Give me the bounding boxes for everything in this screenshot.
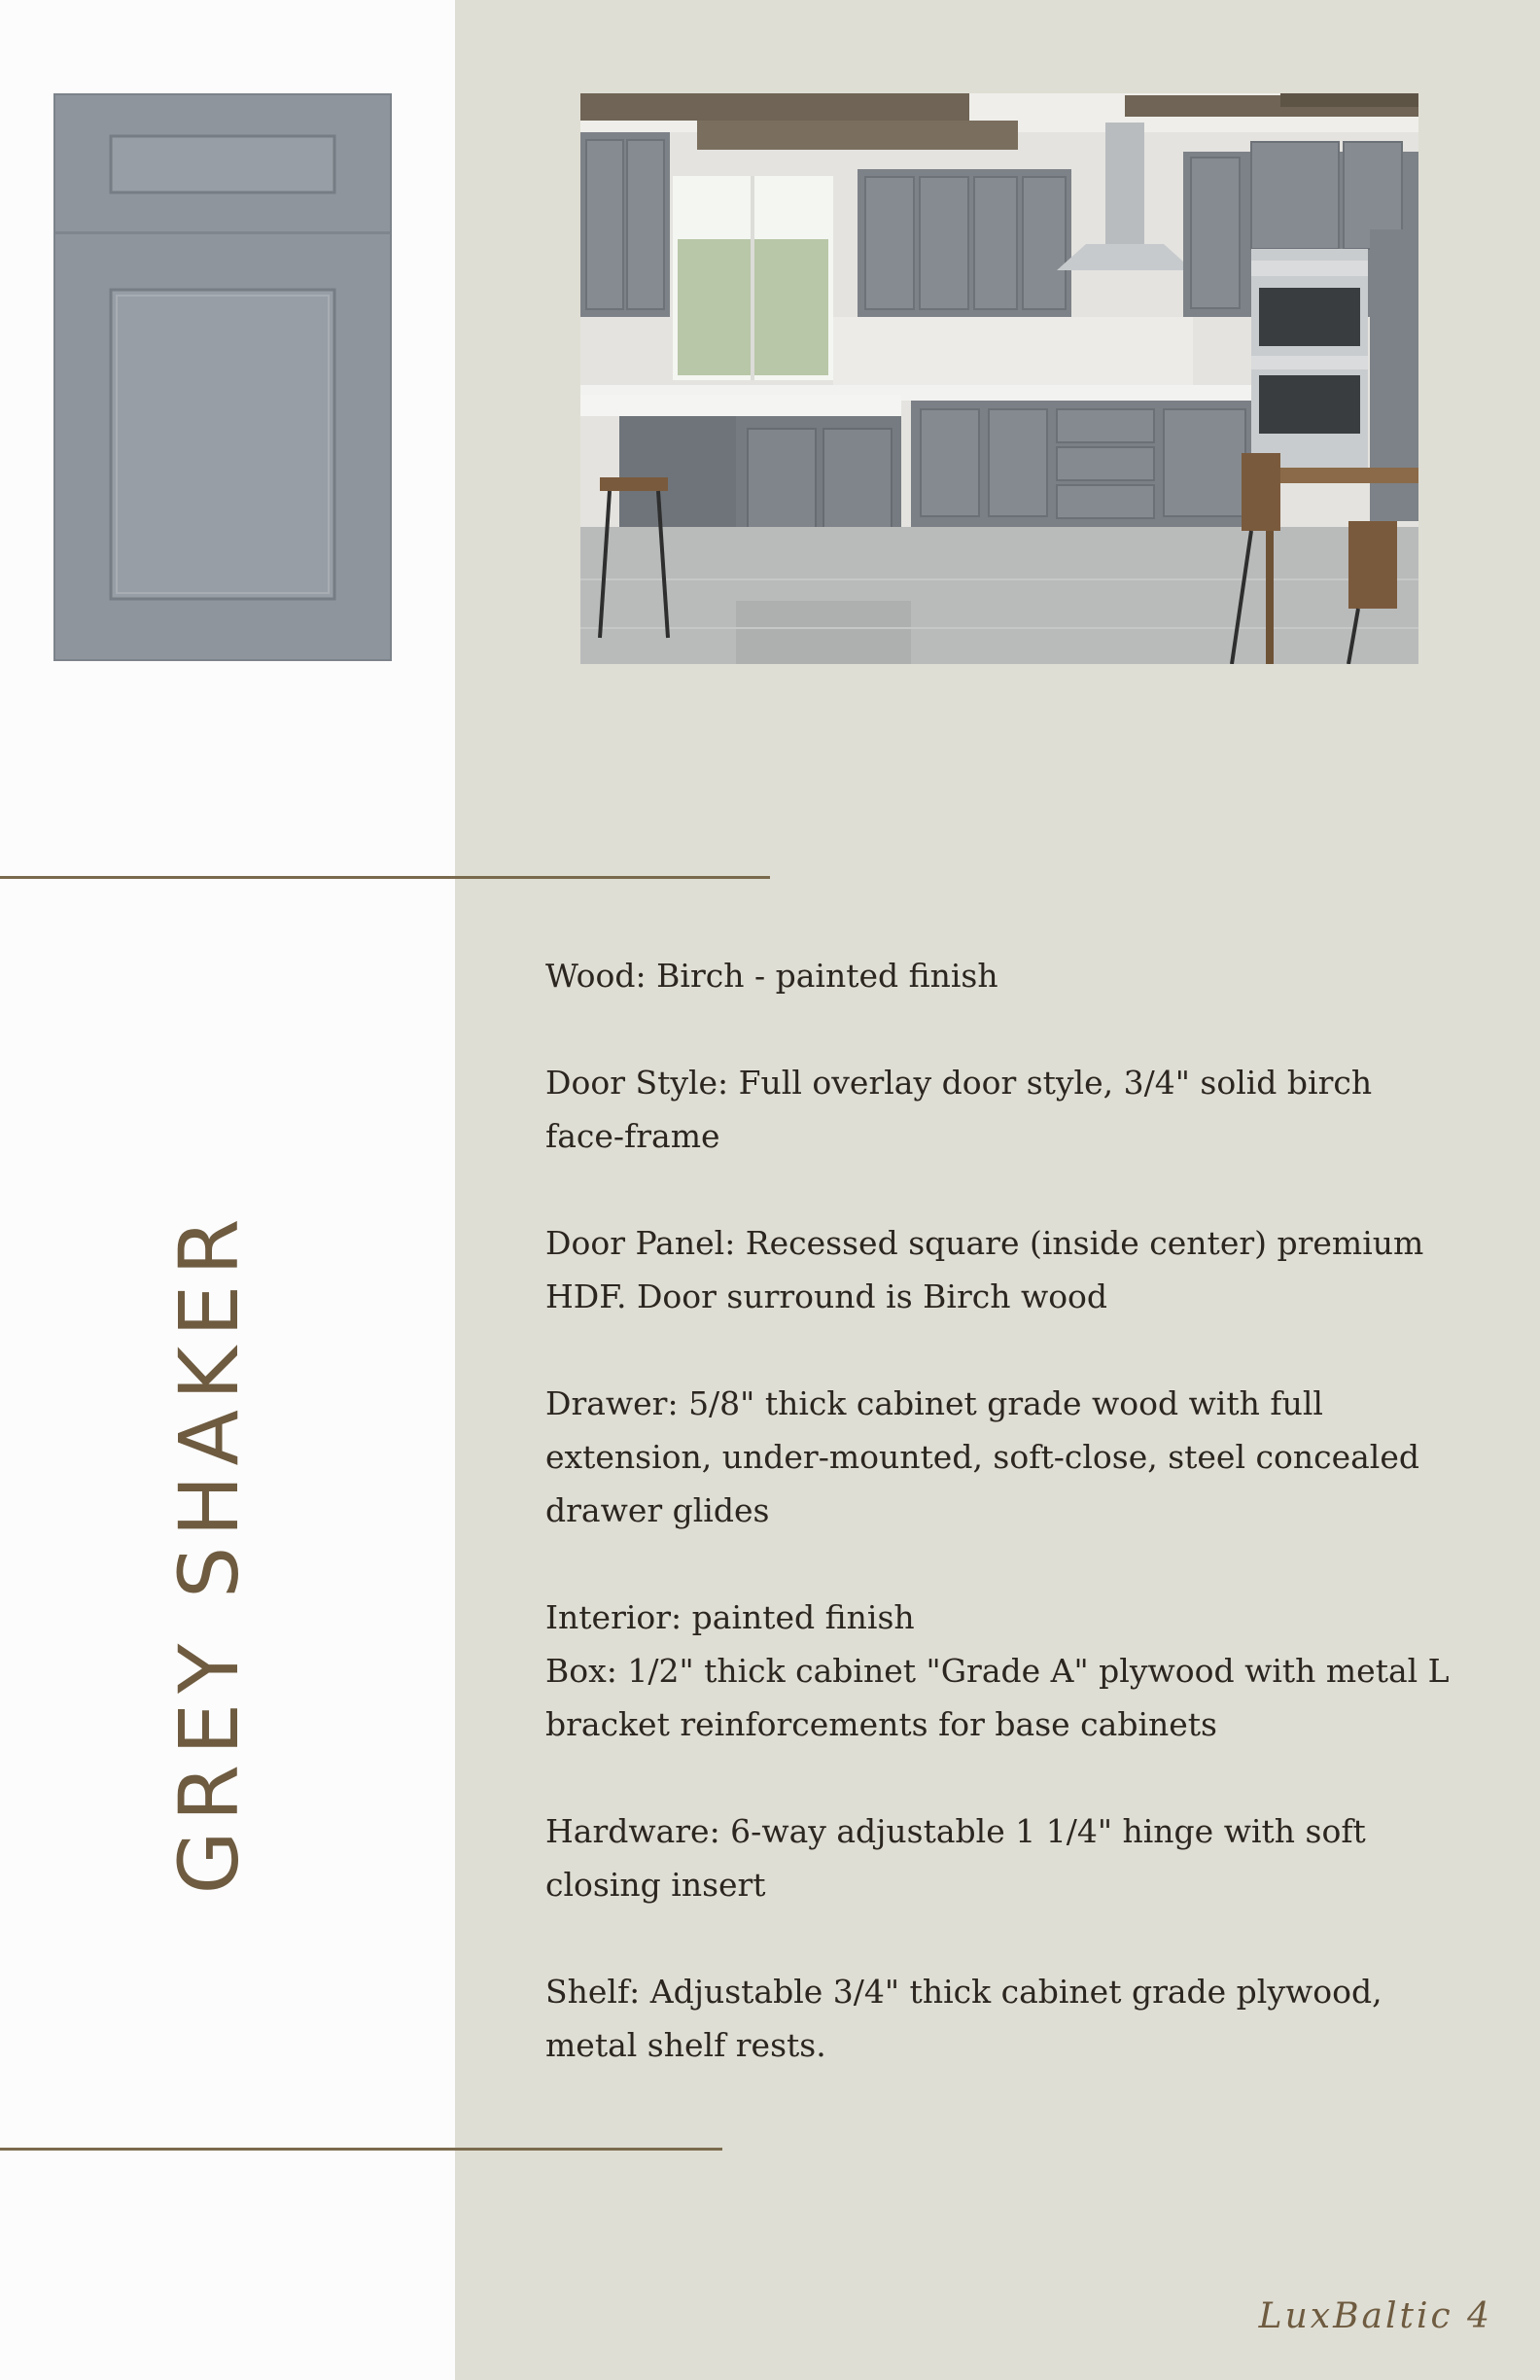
spec-drawer: Drawer: 5/8" thick cabinet grade wood with full extension, under-mounted, soft-close, steel concealed drawer glides bbox=[545, 1384, 1419, 1529]
page-title: GREY SHAKER bbox=[161, 1208, 257, 1895]
spec-door-style: Door Style: Full overlay door style, 3/4" solid birch face-frame bbox=[545, 1064, 1373, 1155]
spec-hardware: Hardware: 6-way adjustable 1 1/4" hinge with soft closing insert bbox=[545, 1812, 1366, 1904]
kitchen-photo bbox=[580, 93, 1418, 664]
door-sample-image bbox=[53, 93, 392, 661]
spec-wood: Wood: Birch - painted finish bbox=[545, 957, 998, 995]
page-footer: LuxBaltic 4 bbox=[1258, 2296, 1492, 2336]
spec-door-panel: Door Panel: Recessed square (inside center) premium HDF. Door surround is Birch wood bbox=[545, 1224, 1424, 1315]
bottom-divider-rule bbox=[0, 2148, 722, 2151]
spec-shelf: Shelf: Adjustable 3/4" thick cabinet grade plywood, metal shelf rests. bbox=[545, 1973, 1382, 2064]
top-divider-rule bbox=[0, 876, 770, 879]
spec-interior: Interior: painted finish bbox=[545, 1598, 915, 1636]
spec-box: Box: 1/2" thick cabinet "Grade A" plywood with metal L bracket reinforcements for base cabinets bbox=[545, 1652, 1450, 1743]
spec-list bbox=[545, 949, 1450, 2125]
